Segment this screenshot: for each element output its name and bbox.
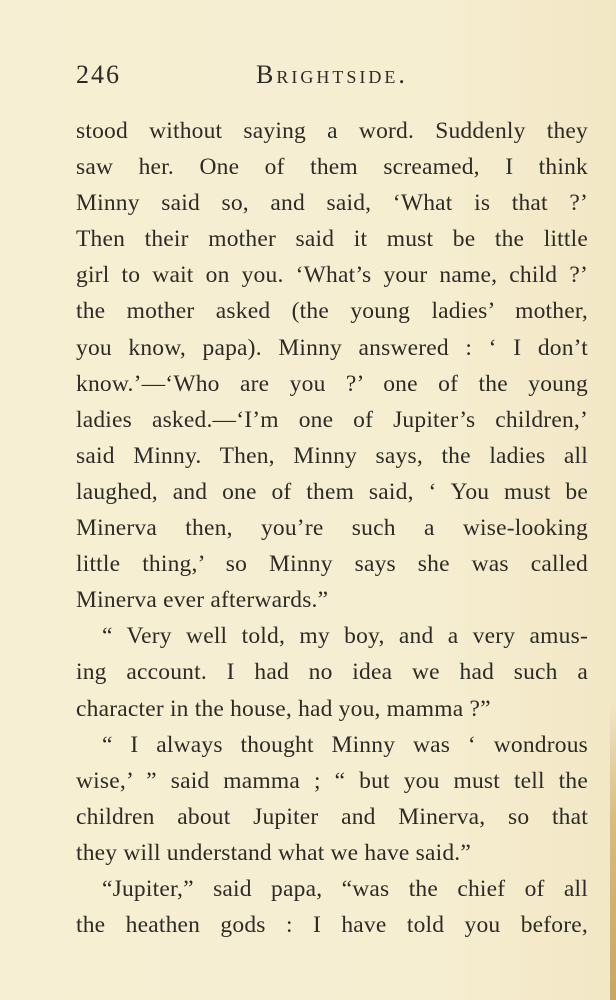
- text-line: stood without saying a word. Suddenly they: [76, 118, 588, 144]
- text-line: they will understand what we have said.”: [76, 839, 471, 866]
- text-line: children about Jupiter and Minerva, so that: [76, 803, 588, 830]
- text-line: Minerva ever afterwards.”: [76, 587, 329, 614]
- text-line: character in the house, had you, mamma ?”: [76, 695, 491, 722]
- page-edge-shading: [610, 700, 616, 1000]
- text-line: “ I always thought Minny was ‘ wondrous: [102, 731, 588, 758]
- text-line: “ Very well told, my boy, and a very amus-: [102, 623, 588, 650]
- text-line: Then their mother said it must be the little: [76, 226, 588, 253]
- text-line: little thing,’ so Minny says she was called: [76, 551, 588, 578]
- text-line: Minny said so, and said, ‘What is that ?’: [76, 190, 588, 217]
- text-line: laughed, and one of them said, ‘ You must be: [76, 478, 588, 505]
- running-title: Brightside.: [256, 60, 408, 89]
- text-line: the mother asked (the young ladies’ mother,: [76, 298, 588, 325]
- text-line: know.’—‘Who are you ?’ one of the young: [76, 370, 588, 397]
- text-line: ladies asked.—‘I’m one of Jupiter’s children,’: [76, 406, 588, 433]
- text-line: wise,’ ” said mamma ; “ but you must tell the: [76, 767, 588, 794]
- text-line: the heathen gods : I have told you before,: [76, 912, 588, 939]
- text-line: ing account. I had no idea we had such a: [76, 659, 588, 686]
- text-line: Minerva then, you’re such a wise-looking: [76, 515, 588, 542]
- text-line: you know, papa). Minny answered : ‘ I don’t: [76, 334, 588, 361]
- text-line: saw her. One of them screamed, I think: [76, 154, 588, 181]
- text-line: girl to wait on you. ‘What’s your name, child ?’: [76, 262, 588, 289]
- page-header: [76, 60, 588, 94]
- page-number: 246: [76, 60, 121, 89]
- text-line: “Jupiter,” said papa, “was the chief of all: [102, 875, 588, 902]
- body-text: [76, 113, 588, 943]
- text-line: said Minny. Then, Minny says, the ladies all: [76, 442, 588, 469]
